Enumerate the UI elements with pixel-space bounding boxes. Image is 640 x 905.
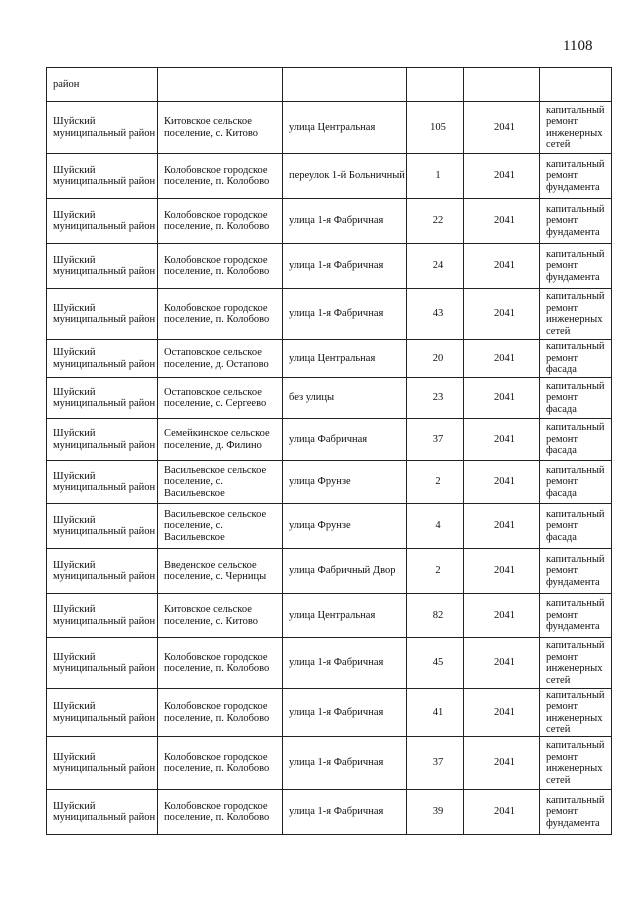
- cell-house: 82: [407, 594, 464, 638]
- cell-district: Шуйский муниципальный район: [47, 790, 158, 835]
- cell-district: Шуйский муниципальный район: [47, 594, 158, 638]
- cell-settlement: Семейкинское сельское поселение, д. Филино: [158, 419, 283, 461]
- cell-house: 2: [407, 461, 464, 504]
- cell-street: улица 1-я Фабричная: [283, 638, 407, 689]
- cell-year: 2041: [464, 244, 540, 289]
- cell-settlement: Колобовское городское поселение, п. Колобово: [158, 689, 283, 737]
- cell-year: 2041: [464, 689, 540, 737]
- table-row: [47, 549, 612, 594]
- table-row: [47, 504, 612, 549]
- cell-work: капитальный ремонт фундамента: [540, 199, 612, 244]
- cell-house: 105: [407, 102, 464, 154]
- cell-house: 22: [407, 199, 464, 244]
- cell-settlement: Колобовское городское поселение, п. Колобово: [158, 790, 283, 835]
- cell-house: 20: [407, 340, 464, 378]
- cell-district: Шуйский муниципальный район: [47, 737, 158, 790]
- cell-work: капитальный ремонт фундамента: [540, 790, 612, 835]
- table-row: [47, 419, 612, 461]
- cell-street: улица 1-я Фабричная: [283, 199, 407, 244]
- cell-district: Шуйский муниципальный район: [47, 461, 158, 504]
- cell-year: 2041: [464, 790, 540, 835]
- table-row: [47, 594, 612, 638]
- cell-year: 2041: [464, 594, 540, 638]
- cell-district: Шуйский муниципальный район: [47, 689, 158, 737]
- cell-house: 4: [407, 504, 464, 549]
- cell-district: Шуйский муниципальный район: [47, 638, 158, 689]
- cell-work: капитальный ремонт фундамента: [540, 154, 612, 199]
- cell-settlement: Колобовское городское поселение, п. Колобово: [158, 289, 283, 340]
- cell-settlement: Остаповское сельское поселение, д. Остапово: [158, 340, 283, 378]
- table-row: [47, 289, 612, 340]
- cell-district: Шуйский муниципальный район: [47, 289, 158, 340]
- cell-street: улица 1-я Фабричная: [283, 289, 407, 340]
- cell-work: капитальный ремонт фасада: [540, 340, 612, 378]
- cell-house: 23: [407, 378, 464, 419]
- cell-street: улица Фабричный Двор: [283, 549, 407, 594]
- cell-year: 2041: [464, 549, 540, 594]
- cell-work: капитальный ремонт фундамента: [540, 244, 612, 289]
- table-row: [47, 199, 612, 244]
- table-row: [47, 689, 612, 737]
- cell-year: 2041: [464, 419, 540, 461]
- continuation-row: [47, 68, 612, 102]
- cell-work: капитальный ремонт фасада: [540, 378, 612, 419]
- page-number: 1108: [563, 38, 593, 54]
- table-row: [47, 638, 612, 689]
- cell-work: капитальный ремонт инженерных сетей: [540, 289, 612, 340]
- cell-street: улица 1-я Фабричная: [283, 737, 407, 790]
- cell-house: 37: [407, 419, 464, 461]
- cell-year: 2041: [464, 154, 540, 199]
- table-row: [47, 790, 612, 835]
- cell-district: Шуйский муниципальный район: [47, 199, 158, 244]
- cell-street: улица 1-я Фабричная: [283, 689, 407, 737]
- cell-house: 24: [407, 244, 464, 289]
- cell-work: капитальный ремонт фундамента: [540, 549, 612, 594]
- cell-year: 2041: [464, 504, 540, 549]
- cell-work: капитальный ремонт инженерных сетей: [540, 102, 612, 154]
- cell-year: 2041: [464, 102, 540, 154]
- cell-district: Шуйский муниципальный район: [47, 340, 158, 378]
- cell-district: Шуйский муниципальный район: [47, 378, 158, 419]
- cell-work: капитальный ремонт инженерных сетей: [540, 689, 612, 737]
- cell-settlement: Введенское сельское поселение, с. Черницы: [158, 549, 283, 594]
- cell-street: улица Центральная: [283, 594, 407, 638]
- cell-district: Шуйский муниципальный район: [47, 549, 158, 594]
- cell-settlement: Колобовское городское поселение, п. Колобово: [158, 737, 283, 790]
- table-row: [47, 154, 612, 199]
- cell-house: [407, 68, 464, 102]
- table-row: [47, 102, 612, 154]
- cell-work: капитальный ремонт фундамента: [540, 594, 612, 638]
- table-row: [47, 378, 612, 419]
- cell-district: Шуйский муниципальный район: [47, 504, 158, 549]
- cell-district: Шуйский муниципальный район: [47, 419, 158, 461]
- cell-district: район: [47, 68, 158, 102]
- cell-work: капитальный ремонт фасада: [540, 419, 612, 461]
- cell-year: 2041: [464, 638, 540, 689]
- cell-house: 45: [407, 638, 464, 689]
- cell-work: капитальный ремонт фасада: [540, 504, 612, 549]
- table-row: [47, 737, 612, 790]
- table-row: [47, 244, 612, 289]
- cell-year: 2041: [464, 461, 540, 504]
- cell-settlement: [158, 68, 283, 102]
- repair-schedule-table: [46, 67, 612, 835]
- cell-street: переулок 1-й Больничный: [283, 154, 407, 199]
- cell-street: улица Фрунзе: [283, 504, 407, 549]
- cell-street: улица Центральная: [283, 340, 407, 378]
- cell-district: Шуйский муниципальный район: [47, 154, 158, 199]
- cell-year: 2041: [464, 340, 540, 378]
- cell-work: капитальный ремонт инженерных сетей: [540, 638, 612, 689]
- cell-street: [283, 68, 407, 102]
- cell-settlement: Колобовское городское поселение, п. Колобово: [158, 638, 283, 689]
- table-row: [47, 461, 612, 504]
- cell-settlement: Китовское сельское поселение, с. Китово: [158, 102, 283, 154]
- cell-year: 2041: [464, 289, 540, 340]
- cell-house: 43: [407, 289, 464, 340]
- cell-street: улица Фабричная: [283, 419, 407, 461]
- cell-district: Шуйский муниципальный район: [47, 244, 158, 289]
- cell-year: 2041: [464, 737, 540, 790]
- cell-house: 41: [407, 689, 464, 737]
- cell-settlement: Васильевское сельское поселение, с. Васильевское: [158, 504, 283, 549]
- cell-settlement: Остаповское сельское поселение, с. Сергеево: [158, 378, 283, 419]
- cell-house: 37: [407, 737, 464, 790]
- cell-settlement: Колобовское городское поселение, п. Колобово: [158, 154, 283, 199]
- table-row: [47, 340, 612, 378]
- cell-house: 39: [407, 790, 464, 835]
- cell-house: 1: [407, 154, 464, 199]
- cell-street: улица 1-я Фабричная: [283, 790, 407, 835]
- cell-work: капитальный ремонт инженерных сетей: [540, 737, 612, 790]
- cell-district: Шуйский муниципальный район: [47, 102, 158, 154]
- cell-street: без улицы: [283, 378, 407, 419]
- cell-house: 2: [407, 549, 464, 594]
- cell-settlement: Колобовское городское поселение, п. Колобово: [158, 244, 283, 289]
- cell-work: [540, 68, 612, 102]
- cell-work: капитальный ремонт фасада: [540, 461, 612, 504]
- cell-year: 2041: [464, 199, 540, 244]
- cell-street: улица Центральная: [283, 102, 407, 154]
- cell-street: улица Фрунзе: [283, 461, 407, 504]
- table-body: [47, 68, 612, 835]
- cell-year: [464, 68, 540, 102]
- cell-street: улица 1-я Фабричная: [283, 244, 407, 289]
- cell-settlement: Колобовское городское поселение, п. Колобово: [158, 199, 283, 244]
- cell-settlement: Китовское сельское поселение, с. Китово: [158, 594, 283, 638]
- cell-year: 2041: [464, 378, 540, 419]
- cell-settlement: Васильевское сельское поселение, с. Васильевское: [158, 461, 283, 504]
